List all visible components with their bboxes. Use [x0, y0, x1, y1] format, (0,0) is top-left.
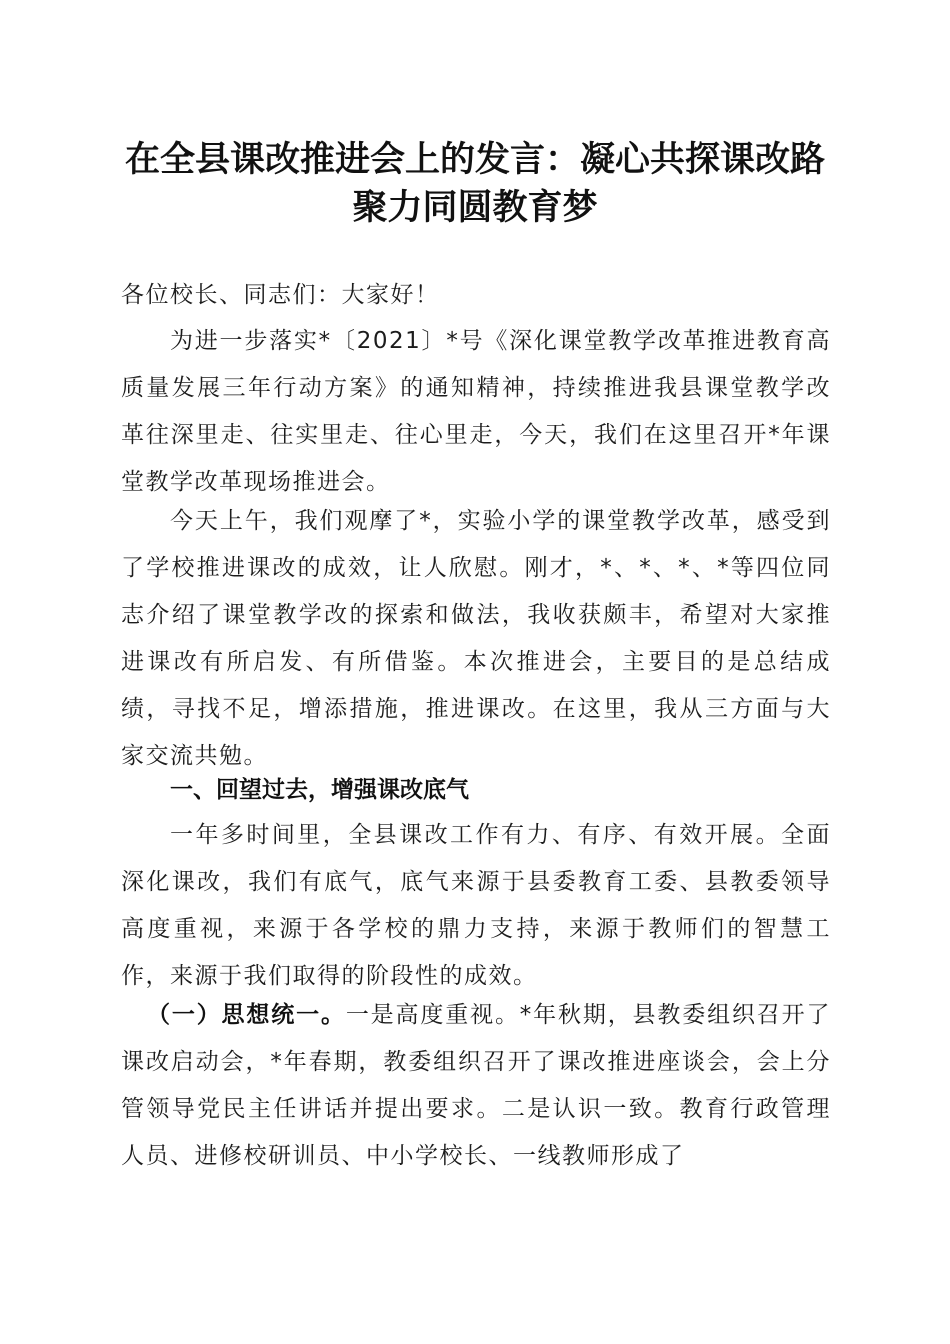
subsection-heading-1: （一）思想统一。 [147, 1002, 346, 1028]
greeting: 各位校长、同志们：大家好！ [121, 282, 440, 308]
paragraph-2: 今天上午，我们观摩了*，实验小学的课堂教学改革，感受到了学校推进课改的成效，让人欣慰。刚才，*、*、*、*等四位同志介绍了课堂教学改的探索和做法，我收获颇丰，希望对大家推进课改有所启发、有所借鉴。本次推进会，主要目的是总结成绩，寻找不足，增添措施，推进课改。在这里，我从三方面与大家交流共勉。 [121, 508, 831, 769]
document-title-line-1: 在全县课改推进会上的发言：凝心共探课改路 [124, 139, 825, 180]
subsection-1-text: 一是高度重视。*年秋期，县教委组织召开了课改启动会，*年春期，教委组织召开了课改推进座谈会，会上分管领导党民主任讲话并提出要求。二是认识一致。教育行政管理人员、进修校研训员、中小学校长、一线教师形成了 [121, 1002, 832, 1169]
subsection-1-paragraph [121, 992, 831, 1180]
section-1-paragraph: 一年多时间里，全县课改工作有力、有序、有效开展。全面深化课改，我们有底气，底气来源于县委教育工委、县教委领导高度重视，来源于各学校的鼎力支持，来源于教师们的智慧工作，来源于我们取得的阶段性的成效。 [121, 822, 831, 989]
paragraph-1: 为进一步落实*〔2021〕*号《深化课堂教学改革推进教育高质量发展三年行动方案》的通知精神，持续推进我县课堂教学改革往深里走、往实里走、往心里走，今天，我们在这里召开*年课堂教学改革现场推进会。 [121, 328, 831, 495]
document-title-line-2: 聚力同圆教育梦 [352, 187, 598, 228]
section-heading-1: 一、回望过去，增强课改底气 [170, 777, 469, 803]
